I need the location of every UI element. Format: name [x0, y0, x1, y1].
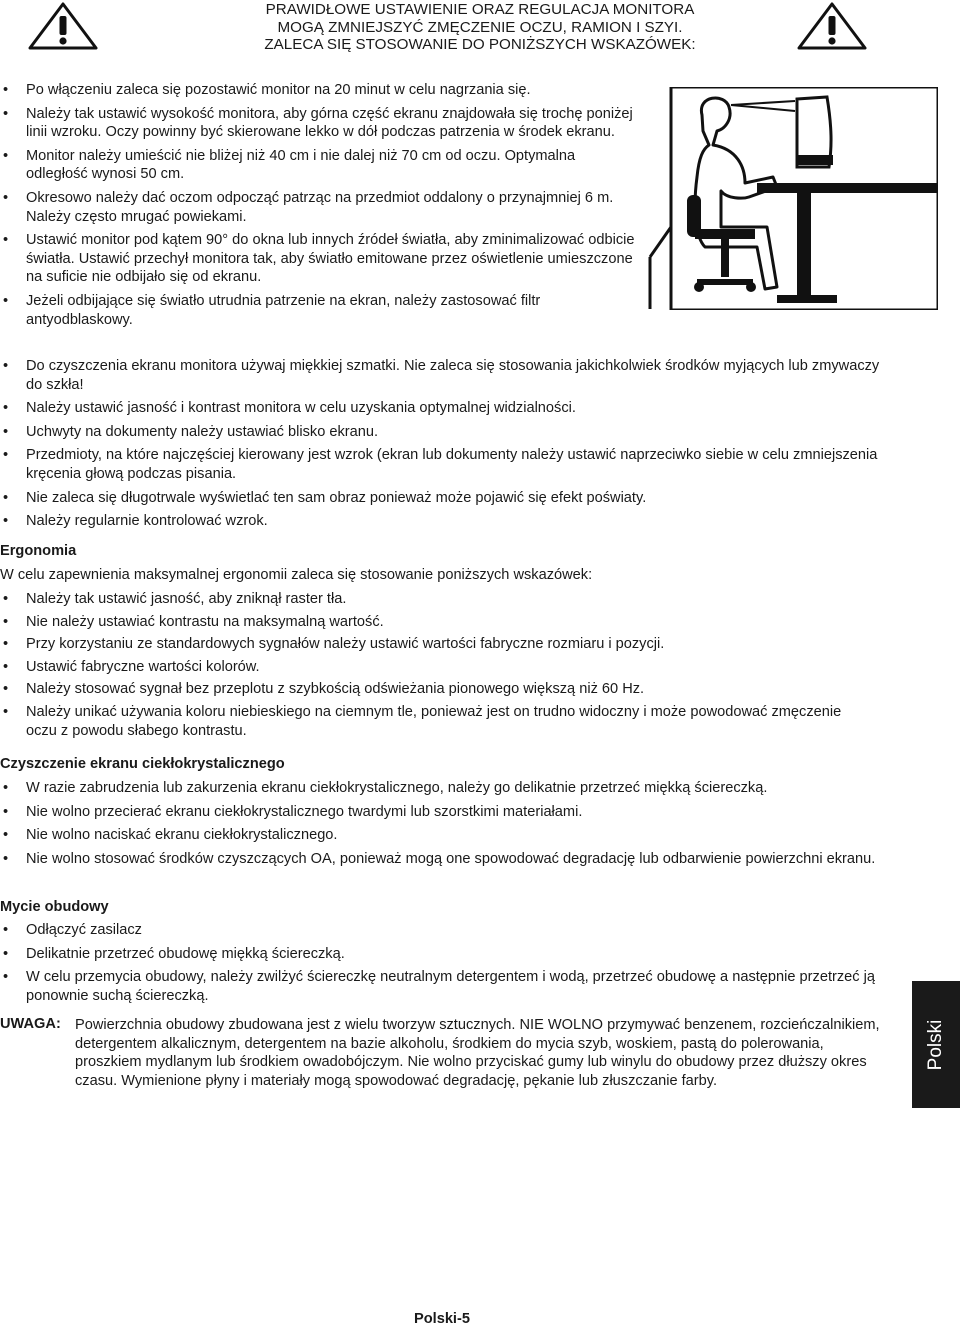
list-item: • Po włączeniu zaleca się pozostawić monitor na 20 minut w celu nagrzania się.: [0, 81, 640, 100]
list-item: • Należy regularnie kontrolować wzrok.: [0, 512, 880, 531]
note-label: UWAGA:: [0, 1016, 61, 1032]
page-number: Polski-5: [414, 1311, 470, 1327]
header-line-3: ZALECA SIĘ STOSOWANIE DO PONIŻSZYCH WSKAZÓWEK:: [264, 36, 696, 53]
list-item: • Należy ustawić jasność i kontrast monitora w celu uzyskania optymalnej widzialności.: [0, 399, 880, 418]
list-item: • Nie wolno przecierać ekranu ciekłokrystalicznego twardymi lub szorstkimi materiałami.: [0, 803, 880, 822]
note-text: Powierzchnia obudowy zbudowana jest z wielu tworzyw sztucznych. NIE WOLNO przymywać benzenem, rozcieńczalnikiem, detergentem alkalicznym, detergentem na bazie alkoholu, środkiem do mycia szyb, woskiem, pastą do polerowania, proszkiem mydlanym lub środkiem owadobójczym. Nie wolno przyciskać gumy lub winylu do obudowy przez dłuższy okres czasu. Wymienione płyny i materiały mogą spowodować degradację, pękanie lub złuszczanie farby.: [75, 1017, 880, 1089]
case-cleaning-list: [0, 921, 880, 1005]
list-item: • Delikatnie przetrzeć obudowę miękką ściereczką.: [0, 945, 880, 964]
ergonomia-intro: W celu zapewnienia maksymalnej ergonomii zaleca się stosowanie poniższych wskazówek:: [0, 567, 593, 583]
list-item: • Uchwyty na dokumenty należy ustawiać blisko ekranu.: [0, 423, 880, 442]
list-item: • Przy korzystaniu ze standardowych sygnałów należy ustawić wartości fabryczne rozmiaru i pozycji.: [0, 635, 850, 654]
list-item: • Nie wolno stosować środków czyszczących OA, ponieważ mogą one spowodować degradację lub odbarwienie powierzchni ekranu.: [0, 850, 880, 869]
ergonomia-heading: Ergonomia: [0, 543, 77, 559]
list-item: • W celu przemycia obudowy, należy zwilżyć ściereczkę neutralnym detergentem i wodą, przetrzeć obudowę a następnie przetrzeć ją ponownie suchą ściereczką.: [0, 968, 880, 1005]
list-item: • Odłączyć zasilacz: [0, 921, 880, 940]
intro-list: [0, 81, 640, 334]
list-item: • Nie należy ustawiać kontrastu na maksymalną wartość.: [0, 613, 850, 632]
list-item: • Monitor należy umieścić nie bliżej niż 40 cm i nie dalej niż 70 cm od oczu. Optymalna odległość wynosi 50 cm.: [0, 147, 640, 184]
list-item: • Ustawić monitor pod kątem 90° do okna lub innych źródeł światła, aby zminimalizować odbicie światła. Ustawić przechył monitora tak, aby światło emitowane przez oświetlenie umieszczone na suficie nie odbijało się od ekranu.: [0, 231, 640, 287]
header-line-1: PRAWIDŁOWE USTAWIENIE ORAZ REGULACJA MONITORA: [265, 1, 695, 18]
list-item: • Jeżeli odbijające się światło utrudnia patrzenie na ekran, należy zastosować filtr antyodblaskowy.: [0, 292, 640, 329]
intro-list-continued: [0, 357, 880, 531]
language-side-tab: [912, 981, 960, 1108]
list-item: • Należy stosować sygnał bez przeplotu z szybkością odświeżania pionowego większą niż 60 Hz.: [0, 680, 850, 699]
ergonomia-list: [0, 590, 850, 740]
ergonomic-posture-illustration: [647, 87, 938, 310]
header-line-2: MOGĄ ZMNIEJSZYĆ ZMĘCZENIE OCZU, RAMION I SZYI.: [277, 18, 683, 36]
list-item: • Nie zaleca się długotrwale wyświetlać ten sam obraz ponieważ może pojawić się efekt poświaty.: [0, 489, 880, 508]
lcd-cleaning-list: [0, 779, 880, 868]
language-tab-label: Polski: [925, 1019, 946, 1070]
list-item: • Przedmioty, na które najczęściej kierowany jest wzrok (ekran lub dokumenty należy ustawić naprzeciwko siebie w celu zmniejszenia kręcenia głową podczas pisania.: [0, 446, 880, 483]
list-item: • Należy tak ustawić wysokość monitora, aby górna część ekranu znajdowała się trochę poniżej linii wzroku. Oczy powinny być skierowane lekko w dół podczas patrzenia w środek ekranu.: [0, 105, 640, 142]
list-item: • Nie wolno naciskać ekranu ciekłokrystalicznego.: [0, 826, 880, 845]
case-cleaning-heading: Mycie obudowy: [0, 899, 109, 915]
warning-triangle-icon: [28, 2, 98, 50]
list-item: • Okresowo należy dać oczom odpocząć patrząc na przedmiot oddalony o przynajmniej 6 m. Należy często mrugać powiekami.: [0, 189, 640, 226]
list-item: • Należy tak ustawić jasność, aby zniknął raster tła.: [0, 590, 850, 609]
list-item: • Ustawić fabryczne wartości kolorów.: [0, 658, 850, 677]
list-item: • Do czyszczenia ekranu monitora używaj miękkiej szmatki. Nie zaleca się stosowania jakichkolwiek środków myjących lub zmywaczy do szkła!: [0, 357, 880, 394]
list-item: • W razie zabrudzenia lub zakurzenia ekranu ciekłokrystalicznego, należy go delikatnie przetrzeć miękką ściereczką.: [0, 779, 880, 798]
list-item: • Należy unikać używania koloru niebieskiego na ciemnym tle, ponieważ jest on trudno widoczny i może powodować zmęczenie oczu z powodu słabego kontrastu.: [0, 703, 850, 740]
page-header: [120, 1, 840, 54]
lcd-cleaning-heading: Czyszczenie ekranu ciekłokrystalicznego: [0, 756, 285, 772]
